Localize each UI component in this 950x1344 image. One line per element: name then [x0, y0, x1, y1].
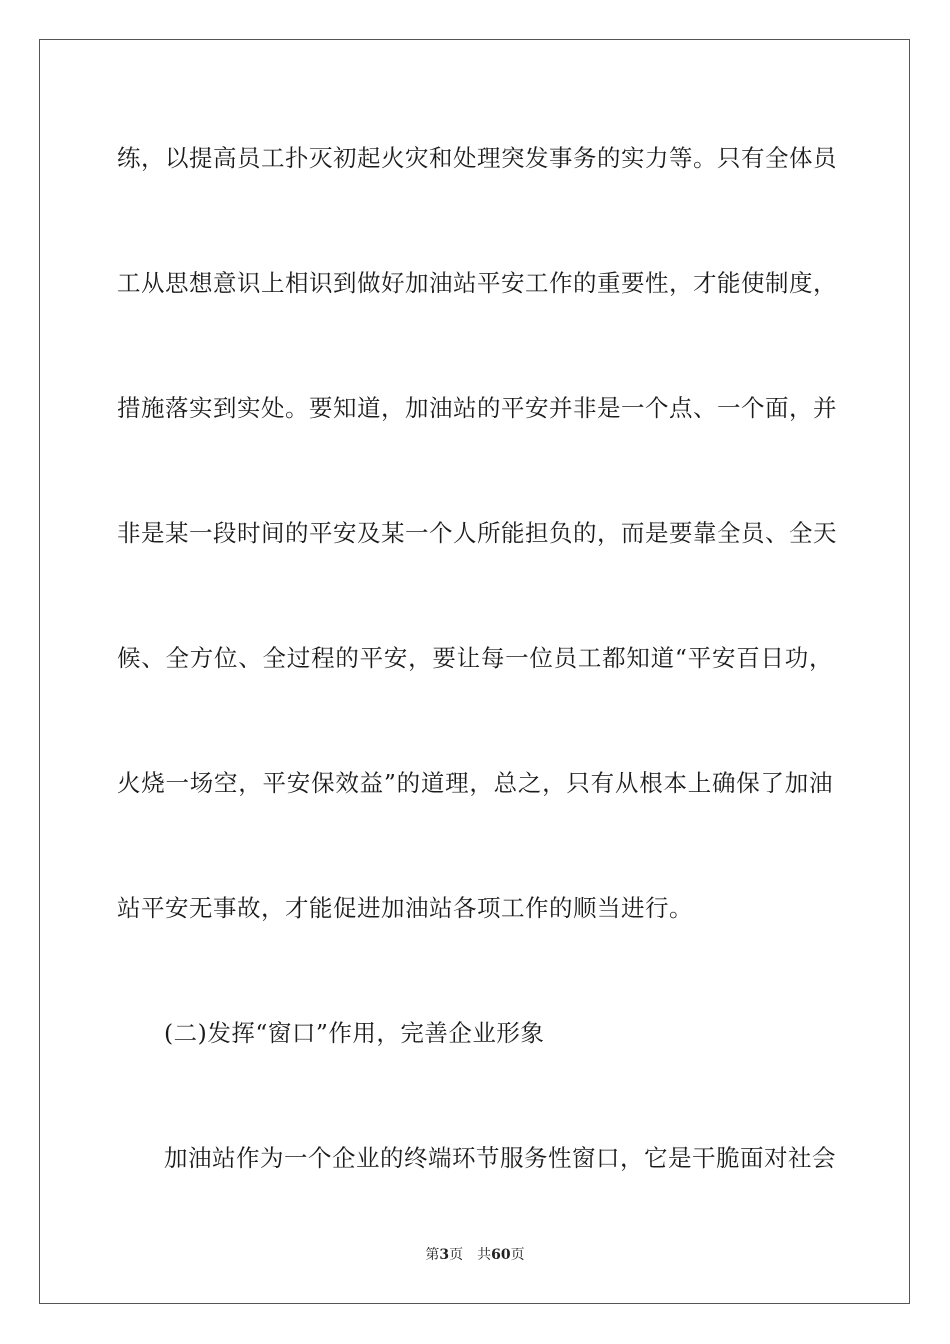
- text-line: 火烧一场空，平安保效益”的道理，总之，只有从根本上确保了加油: [117, 769, 833, 797]
- text-line: 非是某一段时间的平安及某一个人所能担负的，而是要靠全员、全天: [117, 519, 837, 547]
- text-line: 练，以提高员工扑灭初起火灾和处理突发事务的实力等。只有全体员: [117, 144, 837, 172]
- footer-page-suffix: 页: [449, 1247, 464, 1263]
- text-line: 措施落实到实处。要知道，加油站的平安并非是一个点、一个面，并: [117, 394, 837, 422]
- footer-total-suffix: 页: [510, 1247, 525, 1263]
- section-heading: (二)发挥“窗口”作用，完善企业形象: [164, 1019, 545, 1047]
- page-footer: [0, 1244, 950, 1264]
- document-body: [117, 127, 837, 1252]
- footer-page-prefix: 第: [425, 1247, 440, 1263]
- footer-total-prefix: 共: [477, 1247, 492, 1263]
- text-line: 站平安无事故，才能促进加油站各项工作的顺当进行。: [117, 894, 693, 922]
- paragraph-start: 加油站作为一个企业的终端环节服务性窗口，它是干脆面对社会: [164, 1144, 836, 1172]
- footer-page-number: 3: [439, 1247, 450, 1263]
- footer-total-pages: 60: [491, 1247, 511, 1263]
- text-line: 候、全方位、全过程的平安，要让每一位员工都知道“平安百日功，: [117, 644, 833, 672]
- text-line: 工从思想意识上相识到做好加油站平安工作的重要性，才能使制度，: [117, 269, 837, 297]
